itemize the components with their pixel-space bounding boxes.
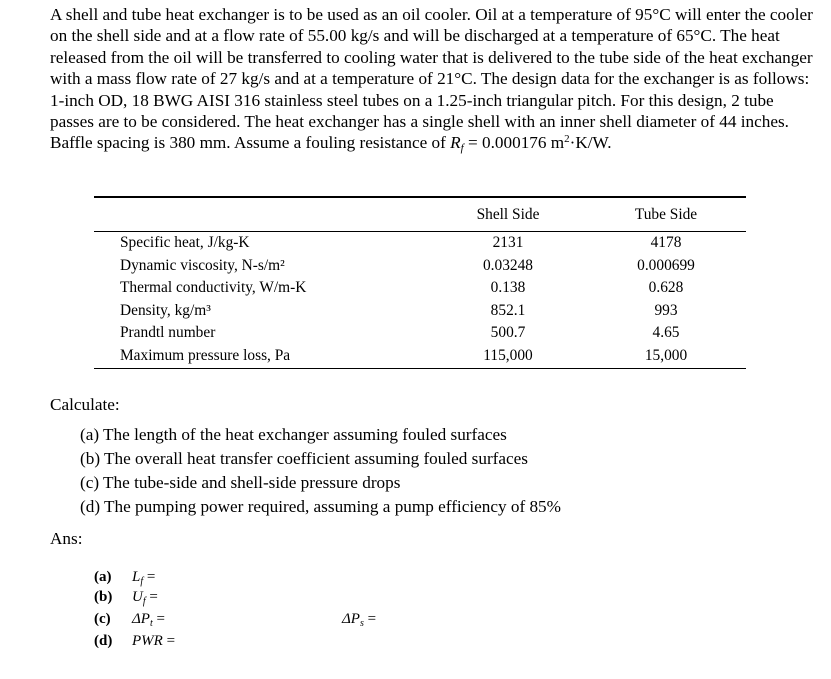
shell-value: 2131 <box>492 234 524 251</box>
tube-value: 4.65 <box>652 324 680 342</box>
answer-symbol: PWR <box>132 633 163 649</box>
tube-value: 15,000 <box>586 345 746 368</box>
tube-value: 4178 <box>650 234 682 251</box>
fouling-exponent: 2 <box>564 133 570 146</box>
answer-symbol: ΔP <box>132 611 150 627</box>
answer-c-shell <box>342 609 376 629</box>
header-tube-side: Tube Side <box>586 197 746 232</box>
shell-value: 0.03248 <box>482 256 534 274</box>
shell-value: 0.138 <box>490 279 526 297</box>
table-row <box>94 232 746 255</box>
list-item: (d) The pumping power required, assuming a pump efficiency of 85% <box>80 497 561 516</box>
row-label: Dynamic viscosity, N-s/m² <box>120 256 285 274</box>
answer-equals: = <box>363 611 377 627</box>
answer-equals: = <box>143 569 156 585</box>
answer-label: (c) <box>94 611 111 627</box>
answer-symbol: ΔP <box>342 611 360 627</box>
fouling-subscript: f <box>460 142 464 155</box>
header-shell-side: Shell Side <box>430 197 586 232</box>
table-row <box>94 255 746 278</box>
answer-equals: = <box>152 611 165 627</box>
tube-value: 0.628 <box>648 279 684 297</box>
table-row <box>94 300 746 323</box>
table-row <box>94 322 746 345</box>
answer-label: (b) <box>94 589 113 605</box>
list-item: (a) The length of the heat exchanger assuming fouled surfaces <box>80 425 507 444</box>
list-item: (c) The tube-side and shell-side pressure drops <box>80 473 401 492</box>
answer-c <box>94 609 165 629</box>
problem-text: A shell and tube heat exchanger is to be used as an oil cooler. Oil at a temperature of 95°C will enter the cooler on the shell side and at a flow rate of 55.00 kg/s and will be discharged at a temperature of 65°C. The heat released from the oil will be transferred to cooling water that is delivered to the tube side of the heat exchanger with a mass flow rate of 27 kg/s and at a temperature of 21°C. The design data for the exchanger is as follows: 1-inch OD, 18 BWG AISI 316 stainless steel tubes on a 1.25-inch triangular pitch. For this design, 2 tube passes are to be considered. The heat exchanger has a single shell with an inner shell diameter of 44 inches. Baffle spacing is 380 mm. Assume a fouling resistance of <box>50 5 813 153</box>
answer-b <box>94 587 158 607</box>
table-row <box>94 345 746 368</box>
answer-symbol: L <box>132 569 141 585</box>
table-header-row <box>94 197 746 232</box>
answer-symbol: U <box>132 589 143 605</box>
answer-label: (d) <box>94 633 113 649</box>
answer-subscript: f <box>140 576 144 587</box>
answer-label: (a) <box>94 569 112 585</box>
row-label: Density, kg/m³ <box>120 301 211 319</box>
shell-value: 852.1 <box>490 301 526 319</box>
answer-subscript: f <box>142 596 146 607</box>
fouling-symbol: R <box>450 133 461 153</box>
fouling-unit: ·K/W. <box>569 133 612 153</box>
answer-equals: = <box>145 589 158 605</box>
answer-subscript: s <box>359 618 364 629</box>
header-blank <box>94 197 430 232</box>
shell-value: 115,000 <box>430 345 586 368</box>
answer-d <box>94 631 175 651</box>
row-label: Specific heat, J/kg-K <box>120 234 250 251</box>
tube-value: 0.000699 <box>637 256 695 274</box>
calculate-heading: Calculate: <box>50 395 120 414</box>
row-label: Thermal conductivity, W/m-K <box>120 279 307 297</box>
answer-equals: = <box>162 633 176 649</box>
calculate-list <box>80 423 561 519</box>
row-label: Maximum pressure loss, Pa <box>94 345 430 368</box>
answers-heading: Ans: <box>50 529 83 548</box>
property-table <box>94 196 746 369</box>
answer-a <box>94 567 155 587</box>
table-row <box>94 277 746 300</box>
row-label: Prandtl number <box>120 324 216 342</box>
problem-statement <box>50 4 820 154</box>
answer-subscript: t <box>149 618 153 629</box>
tube-value: 993 <box>654 301 678 319</box>
fouling-value: = 0.000176 m <box>463 133 565 153</box>
shell-value: 500.7 <box>490 324 526 342</box>
list-item: (b) The overall heat transfer coefficient assuming fouled surfaces <box>80 449 528 468</box>
